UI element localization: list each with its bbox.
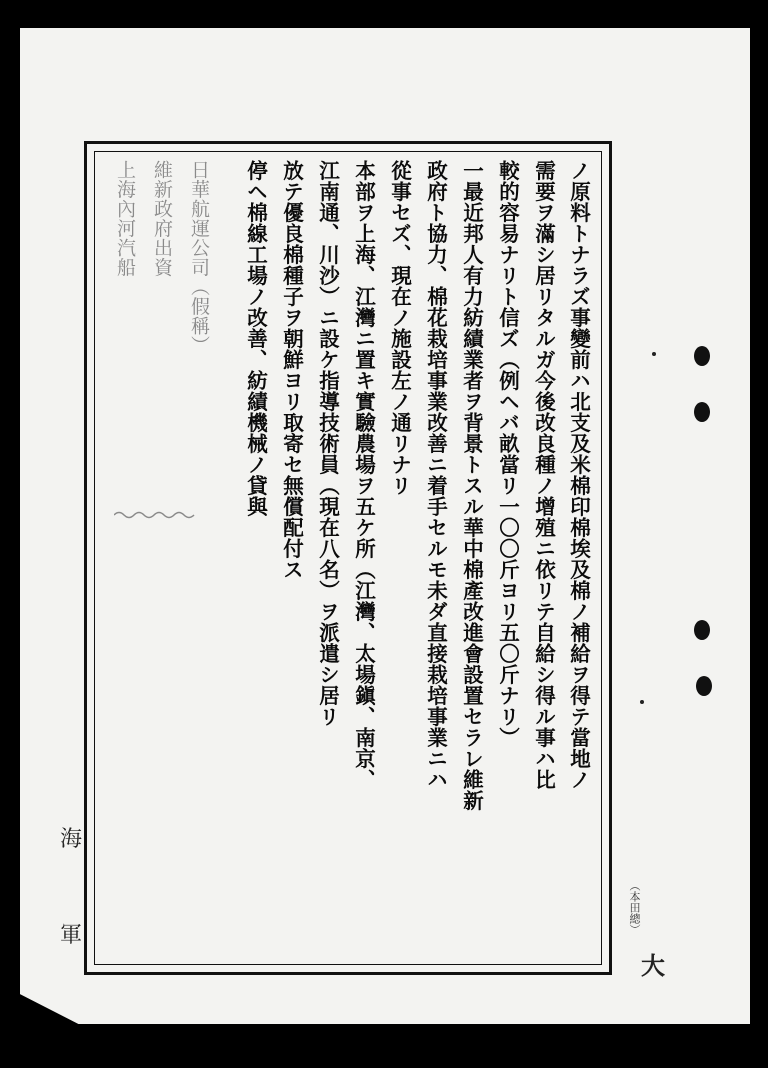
text-column-9: 放テ優良棉種子ヲ朝鮮ヨリ取寄セ無償配付ス: [279, 160, 304, 580]
speck: [640, 700, 644, 704]
text-column-2: 需要ヲ滿シ居リタルガ今後改良種ノ增殖ニ依リテ自給シ得ル事ハ比: [531, 160, 556, 790]
text-column-1: ノ原料トナラズ事變前ハ北支及米棉印棉埃及棉ノ補給ヲ得テ當地ノ: [566, 160, 591, 790]
binding-hole: [694, 620, 710, 640]
binding-hole: [694, 402, 710, 422]
margin-right-mark: 大: [641, 951, 665, 980]
binding-hole: [694, 346, 710, 366]
text-column-7: 本部ヲ上海、江灣ニ置キ實驗農場ヲ五ケ所（江灣、太場鎭、南京、: [351, 160, 376, 790]
wavy-rule: [114, 510, 198, 520]
text-column-12: 維新政府出資: [151, 160, 173, 277]
text-column-3: 較的容易ナリト信ズ（例ヘバ畝當リ一〇〇斤ヨリ五〇斤ナリ）: [495, 160, 520, 748]
speck: [652, 352, 656, 356]
text-column-6: 從事セズ、現在ノ施設左ノ通リナリ: [387, 160, 412, 496]
margin-left-bottom: 軍: [60, 923, 83, 948]
margin-left-top: 海: [60, 827, 83, 852]
text-column-4: 一最近邦人有力紡績業者ヲ背景トスル華中棉產改進會設置セラレ維新: [459, 160, 484, 811]
text-column-5: 政府ト協力、棉花栽培事業改善ニ着手セルモ未ダ直接栽培事業ニハ: [423, 160, 448, 790]
binding-hole: [696, 676, 712, 696]
text-column-10: 停ヘ棉線工場ノ改善、紡績機械ノ貸與: [243, 160, 268, 517]
text-column-11: 日華航運公司（假稱）: [188, 160, 210, 355]
text-column-8: 江南通、川沙）ニ設ケ指導技術員（現在八名）ヲ派遣シ居リ: [315, 160, 340, 727]
margin-right-label: （本田總）: [628, 880, 641, 935]
text-column-13: 上海內河汽船: [114, 160, 136, 277]
